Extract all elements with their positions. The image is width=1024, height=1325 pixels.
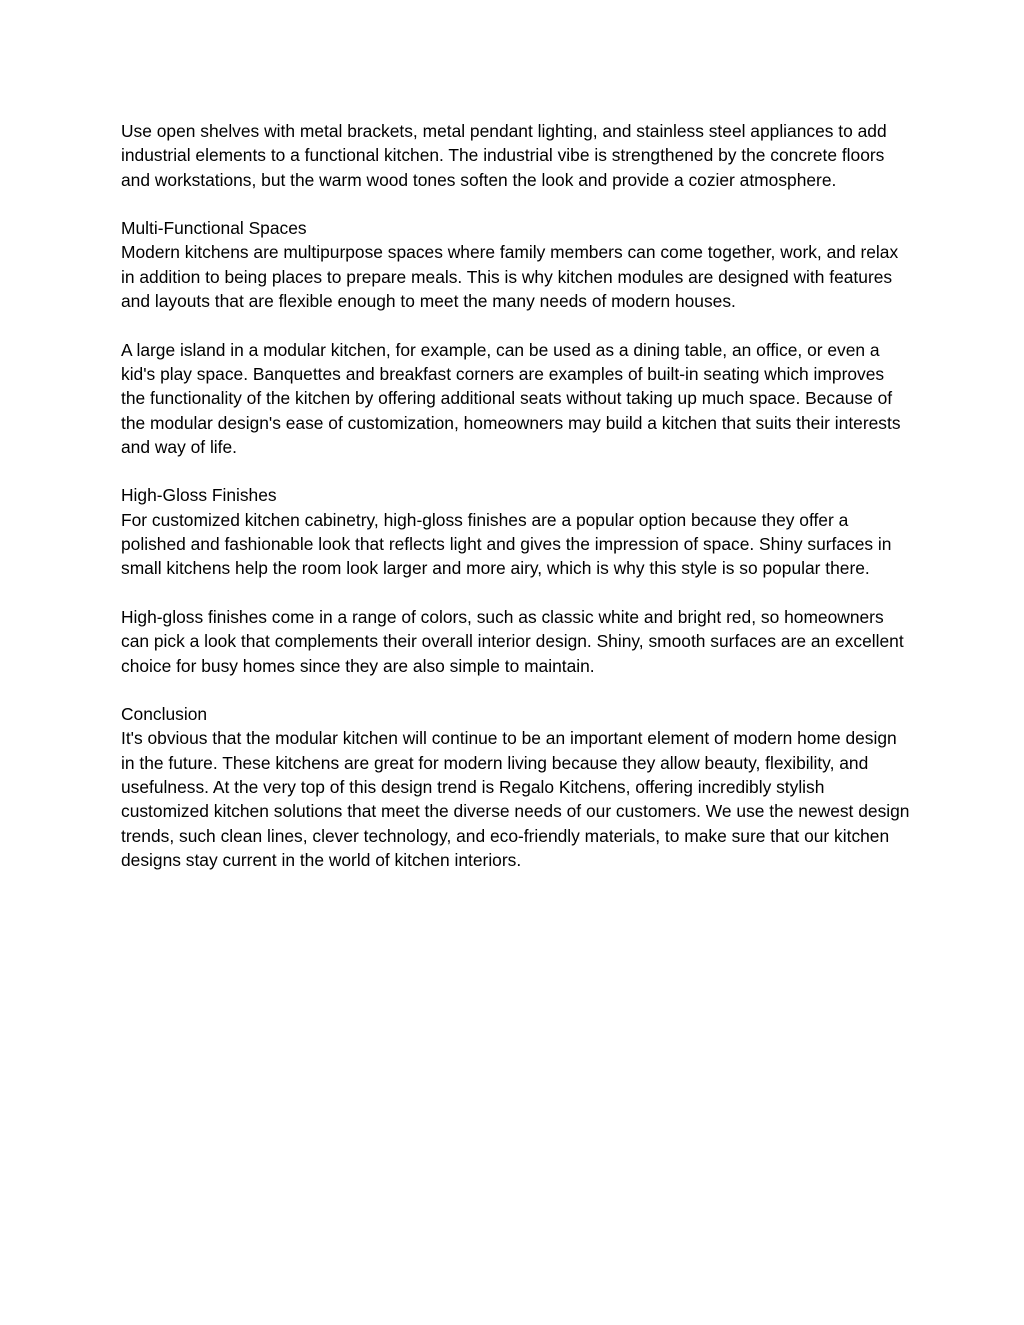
intro-paragraph: Use open shelves with metal brackets, metal pendant lighting, and stainless steel appliances to add industrial elements to a functional kitchen. The industrial vibe is strengthened by the concrete floors and workstations, but the warm wood tones soften the look and provide a cozier atmosphere. — [121, 121, 887, 190]
section-paragraph: It's obvious that the modular kitchen will continue to be an important element of modern home design in the future. These kitchens are great for modern living because they allow beauty, flexibility, and usefulness. At the very top of this design trend is Regalo Kitchens, offering incredibly stylish customized kitchen solutions that meet the diverse needs of our customers. We use the newest design trends, such clean lines, clever technology, and eco-friendly materials, to make sure that our kitchen designs stay current in the world of kitchen interiors. — [121, 728, 910, 870]
section-multi-functional-heading-block — [121, 216, 911, 313]
section-heading: Conclusion — [121, 704, 208, 725]
section-high-gloss-body-block — [121, 605, 911, 678]
section-heading: High-Gloss Finishes — [121, 485, 277, 506]
section-heading: Multi-Functional Spaces — [121, 218, 307, 239]
document-page — [121, 119, 911, 897]
section-paragraph: Modern kitchens are multipurpose spaces where family members can come together, work, and relax in addition to being places to prepare meals. This is why kitchen modules are designed with features and layouts that are flexible enough to meet the many needs of modern houses. — [121, 242, 899, 312]
section-high-gloss-heading-block — [121, 483, 911, 580]
section-conclusion-block — [121, 702, 911, 872]
section-multi-functional-body-block — [121, 338, 911, 459]
section-paragraph: A large island in a modular kitchen, for example, can be used as a dining table, an office, or even a kid's play space. Banquettes and breakfast corners are examples of built-in seating which improves the functionality of the kitchen by offering additional seats without taking up much space. Because of the modular design's ease of customization, homeowners may build a kitchen that suits their interests and way of life. — [121, 339, 901, 457]
section-paragraph: High-gloss finishes come in a range of colors, such as classic white and bright red, so homeowners can pick a look that complements their overall interior design. Shiny, smooth surfaces are an excellent choice for busy homes since they are also simple to maintain. — [121, 606, 904, 676]
section-paragraph: For customized kitchen cabinetry, high-gloss finishes are a popular option because they offer a polished and fashionable look that reflects light and gives the impression of space. Shiny surfaces in small kitchens help the room look larger and more airy, which is why this style is so popular there. — [121, 509, 892, 579]
intro-block — [121, 119, 911, 192]
